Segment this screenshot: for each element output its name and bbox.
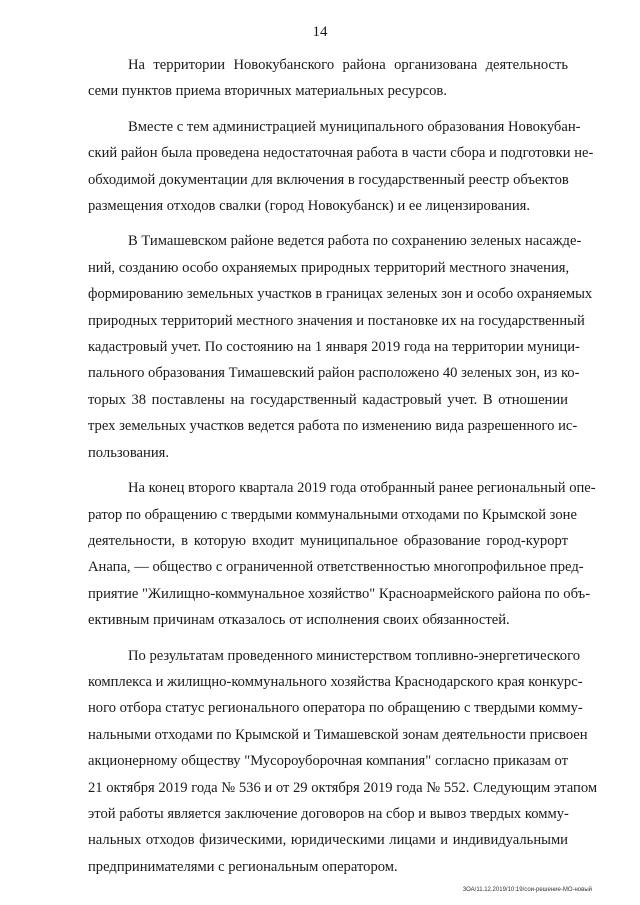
text-line: нальными отходами по Крымской и Тимашевской зонам деятельности присвоен xyxy=(88,726,588,743)
text-line: природных территорий местного значения и постановке их на государственный xyxy=(88,312,585,329)
text-line: ективным причинам отказалось от исполнения своих обязанностей. xyxy=(88,612,510,629)
text-line: размещения отходов свалки (город Новокубанск) и ее лицензирования. xyxy=(88,198,531,215)
text-line: комплекса и жилищно-коммунального хозяйства Краснодарского края конкурс- xyxy=(88,673,583,690)
text-line: ний, созданию особо охраняемых природных территорий местного значения, xyxy=(88,259,570,276)
text-line: 21 октября 2019 года № 536 и от 29 октября 2019 года № 552. Следующим этапом xyxy=(88,779,598,796)
text-line: пользования. xyxy=(88,444,169,461)
paragraph-3 xyxy=(88,228,593,466)
text-line: этой работы является заключение договоров на сбор и вывоз твердых комму- xyxy=(88,805,569,822)
text-line: По результатам проведенного министерством топливно-энергетического xyxy=(128,647,580,664)
text-line: кадастровый учет. По состоянию на 1 января 2019 года на территории муници- xyxy=(88,339,580,356)
text-line: деятельности, в которую входит муниципальное образование город-курорт xyxy=(88,532,568,549)
text-line: приятие "Жилищно-коммунальное хозяйство" Красноармейского района по объ- xyxy=(88,585,591,602)
text-line: ного отбора статус регионального оператора по обращению с твердыми комму- xyxy=(88,700,583,717)
text-line: На конец второго квартала 2019 года отобранный ранее региональный опе- xyxy=(128,480,596,497)
paragraph-1 xyxy=(88,52,568,105)
text-line: семи пунктов приема вторичных материальных ресурсов. xyxy=(88,83,447,100)
paragraph-5 xyxy=(88,643,598,881)
text-line: Анапа, — общество с ограниченной ответственностью многопрофильное пред- xyxy=(88,559,584,576)
page-number: 14 xyxy=(312,24,328,40)
text-line: акционерному обществу "Мусороуборочная компания" согласно приказам от xyxy=(88,753,568,770)
document-body xyxy=(88,52,598,880)
text-line: ратор по обращению с твердыми коммунальными отходами по Крымской зоне xyxy=(88,506,577,523)
text-line: пального образования Тимашевский район расположено 40 зеленых зон, из ко- xyxy=(88,365,580,382)
text-line: Вместе с тем администрацией муниципального образования Новокубан- xyxy=(128,118,581,135)
paragraph-4 xyxy=(88,475,596,633)
text-line: трех земельных участков ведется работа по изменению вида разрешенного ис- xyxy=(88,418,578,435)
text-line: формированию земельных участков в границах зеленых зон и особо охраняемых xyxy=(88,286,593,303)
text-line: торых 38 поставлены на государственный кадастровый учет. В отношении xyxy=(88,391,568,408)
text-line: предпринимателями с региональным оператором. xyxy=(88,858,398,875)
text-line: ский район была проведена недостаточная работа в части сбора и подготовки не- xyxy=(88,145,594,162)
footer-file-reference: ЗОА/11.12.2019/10:19/сои-решение-МО-новый xyxy=(462,887,592,893)
text-line: В Тимашевском районе ведется работа по сохранению зеленых насажде- xyxy=(128,233,582,250)
paragraph-2 xyxy=(88,114,594,220)
text-line: нальных отходов физическими, юридическими лицами и индивидуальными xyxy=(88,832,568,849)
text-line: На территории Новокубанского района организована деятельность xyxy=(128,57,568,73)
text-line: обходимой документации для включения в государственный реестр объектов xyxy=(88,171,569,188)
